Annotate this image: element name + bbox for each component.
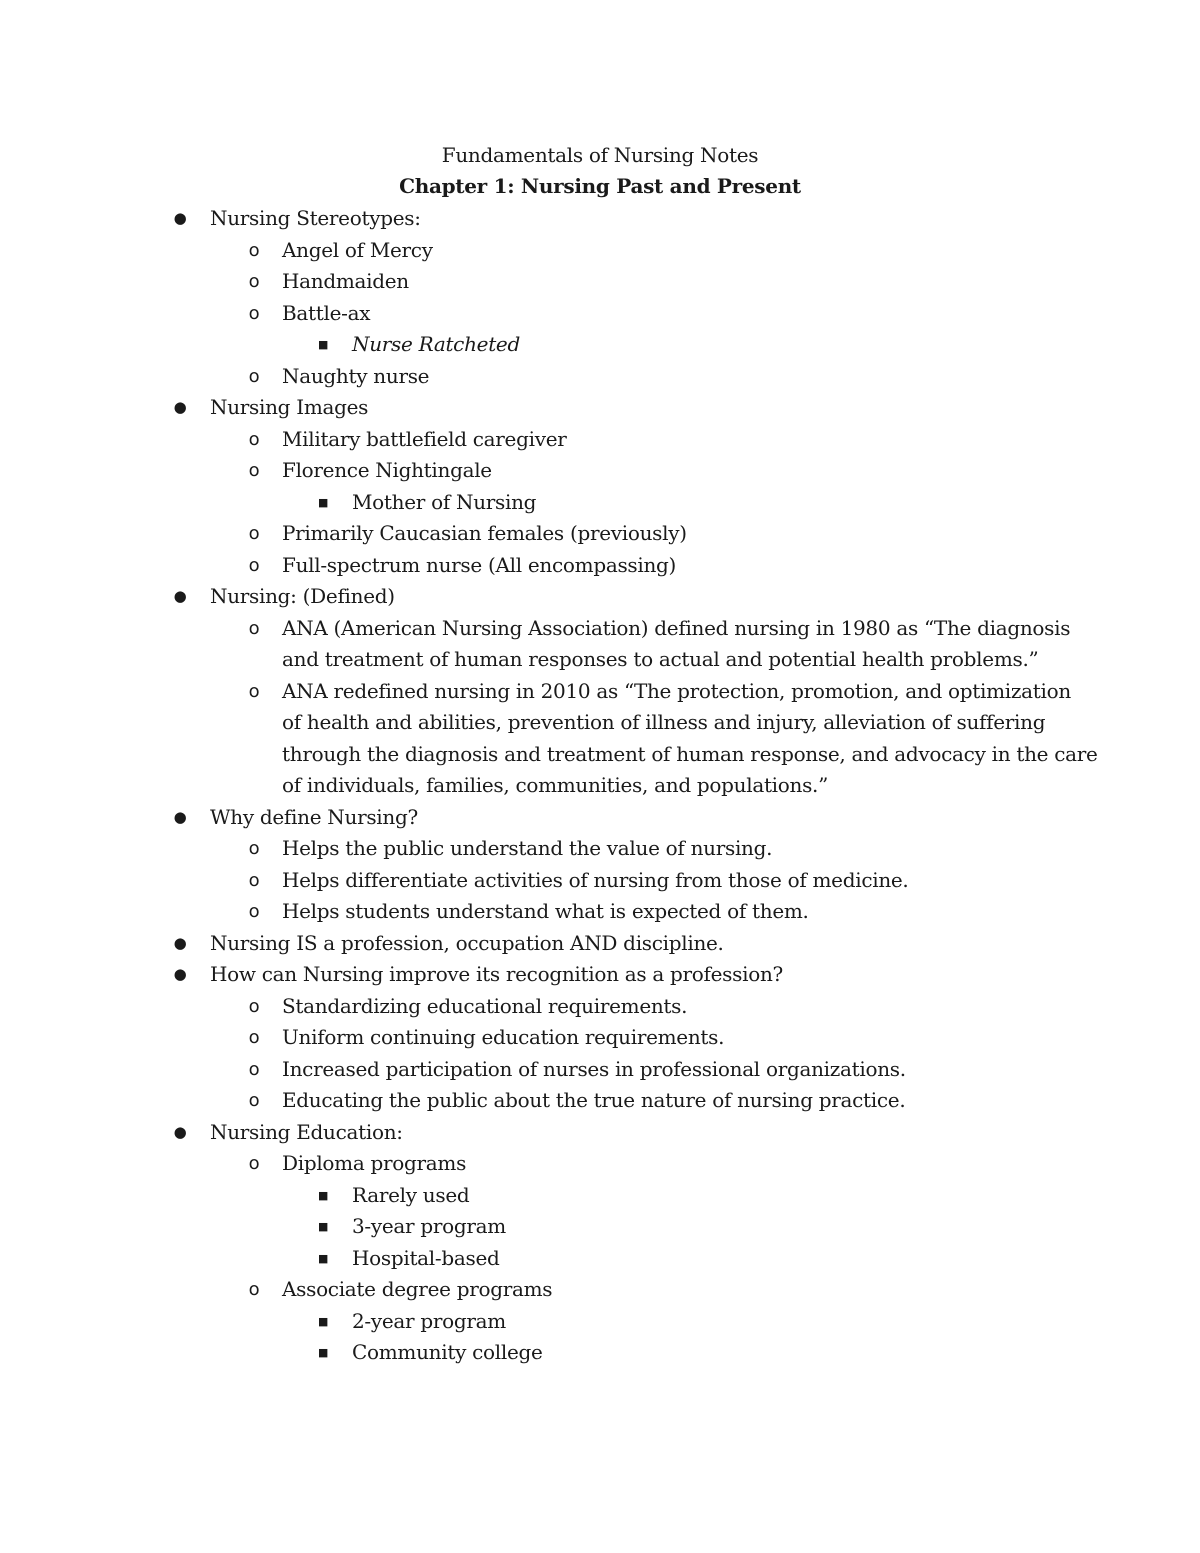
outline-item: [0, 739, 1200, 771]
bullet-circle-o-icon: o: [248, 523, 260, 544]
outline-item-text: Helps students understand what is expected of them.: [282, 899, 809, 923]
bullet-circle-o-icon: o: [248, 680, 260, 702]
outline-item-text: Uniform continuing education requirements.: [282, 1025, 725, 1049]
outline-item: [0, 613, 1200, 645]
outline-item-text: ANA redefined nursing in 2010 as “The protection, promotion, and optimization: [282, 678, 1071, 703]
bullet-disc-icon: ●: [173, 209, 187, 227]
outline-item-text: Increased participation of nurses in professional organizations.: [282, 1056, 906, 1081]
bullet-circle-o-icon: o: [248, 838, 260, 859]
outline-item-text: Rarely used: [352, 1182, 470, 1207]
outline-item: [0, 550, 1200, 582]
bullet-circle-o-icon: o: [248, 428, 260, 450]
chapter-heading: Chapter 1: Nursing Past and Present: [399, 174, 801, 198]
bullet-circle-o-icon: o: [248, 554, 260, 576]
bullet-circle-o-icon: o: [248, 365, 260, 387]
outline-item: [0, 581, 1200, 613]
outline-item: [0, 1306, 1200, 1338]
outline-item-text: Community college: [352, 1340, 543, 1364]
bullet-circle-o-icon: o: [248, 271, 260, 292]
outline-item-text: Primarily Caucasian females (previously): [282, 521, 687, 545]
bullet-square-icon: ■: [317, 495, 329, 509]
outline-item-text: Naughty nurse: [282, 363, 430, 388]
outline-item-text: Angel of Mercy: [282, 237, 433, 262]
outline-item-continuation: through the diagnosis and treatment of human response, and advocacy in the care: [282, 741, 1098, 766]
outline-item: [0, 991, 1200, 1023]
outline-item-text: Full-spectrum nurse (All encompassing): [282, 552, 677, 577]
bullet-circle-o-icon: o: [248, 460, 260, 481]
outline-item: [0, 1274, 1200, 1306]
outline-item: [0, 518, 1200, 550]
document-title: Fundamentals of Nursing Notes: [441, 143, 759, 167]
outline-item: [0, 235, 1200, 267]
outline-item-text: Nursing Stereotypes:: [210, 206, 421, 230]
outline-item-text: Associate degree programs: [282, 1277, 553, 1301]
bullet-circle-o-icon: o: [248, 901, 260, 922]
bullet-circle-o-icon: o: [248, 1027, 260, 1048]
outline-item: [0, 266, 1200, 298]
outline-item: [0, 1022, 1200, 1054]
outline-item: [0, 1211, 1200, 1243]
bullet-square-icon: ■: [317, 1251, 329, 1265]
outline-item-text: Mother of Nursing: [352, 489, 537, 514]
bullet-circle-o-icon: o: [248, 1153, 260, 1174]
outline-item-text: Standardizing educational requirements.: [282, 993, 688, 1018]
outline-item: [0, 329, 1200, 361]
outline-item: [0, 487, 1200, 519]
outline-item-text: Hospital-based: [352, 1245, 500, 1270]
bulleted-outline: [0, 203, 1200, 1369]
outline-item: [0, 928, 1200, 960]
outline-item-text: 3-year program: [352, 1214, 506, 1238]
outline-item: [0, 392, 1200, 424]
outline-item: [0, 896, 1200, 928]
outline-item: [0, 644, 1200, 676]
outline-item: [0, 802, 1200, 834]
bullet-square-icon: ■: [317, 1188, 329, 1202]
outline-item-text: How can Nursing improve its recognition as a profession?: [210, 962, 783, 986]
bullet-disc-icon: ●: [173, 398, 187, 416]
outline-item-text: Why define Nursing?: [210, 804, 418, 829]
outline-item-text: Helps the public understand the value of nursing.: [282, 836, 773, 860]
outline-item: [0, 424, 1200, 456]
outline-item: [0, 1243, 1200, 1275]
outline-item-continuation: of individuals, families, communities, and populations.”: [282, 773, 829, 797]
outline-item: [0, 959, 1200, 991]
outline-item-text: Florence Nightingale: [282, 458, 492, 482]
bullet-disc-icon: ●: [173, 807, 187, 826]
bullet-disc-icon: ●: [173, 587, 187, 605]
outline-item-text: Educating the public about the true nature of nursing practice.: [282, 1088, 906, 1112]
outline-item-text: 2-year program: [352, 1308, 506, 1333]
bullet-circle-o-icon: o: [248, 1058, 260, 1080]
outline-item-text: Helps differentiate activities of nursing from those of medicine.: [282, 867, 909, 892]
outline-item-text: Diploma programs: [282, 1151, 467, 1175]
outline-item-text: Nurse Ratcheted: [352, 332, 520, 356]
outline-item: [0, 298, 1200, 330]
outline-item-text: Nursing Education:: [210, 1119, 403, 1144]
bullet-disc-icon: ●: [173, 965, 187, 983]
outline-item-continuation: and treatment of human responses to actual and potential health problems.”: [282, 647, 1039, 671]
outline-item: [0, 203, 1200, 235]
bullet-circle-o-icon: o: [248, 302, 260, 324]
bullet-circle-o-icon: o: [248, 617, 260, 639]
outline-item-text: ANA (American Nursing Association) defined nursing in 1980 as “The diagnosis: [282, 615, 1071, 640]
bullet-circle-o-icon: o: [248, 869, 260, 891]
outline-item-text: Nursing: (Defined): [210, 584, 395, 608]
bullet-circle-o-icon: o: [248, 995, 260, 1017]
outline-item-text: Handmaiden: [282, 269, 409, 293]
outline-item: [0, 361, 1200, 393]
bullet-square-icon: ■: [317, 338, 329, 351]
outline-item: [0, 865, 1200, 897]
outline-item: [0, 1337, 1200, 1369]
bullet-circle-o-icon: o: [248, 1279, 260, 1300]
bullet-square-icon: ■: [317, 1346, 329, 1359]
bullet-circle-o-icon: o: [248, 239, 260, 261]
outline-item-continuation: of health and abilities, prevention of illness and injury, alleviation of suffering: [282, 710, 1046, 734]
bullet-square-icon: ■: [317, 1314, 329, 1328]
outline-item: [0, 833, 1200, 865]
outline-item: [0, 676, 1200, 708]
outline-item-text: Nursing Images: [210, 395, 369, 419]
outline-item: [0, 1180, 1200, 1212]
bullet-disc-icon: ●: [173, 933, 187, 952]
outline-item: [0, 770, 1200, 802]
outline-item-text: Nursing IS a profession, occupation AND discipline.: [210, 930, 724, 955]
outline-item: [0, 1054, 1200, 1086]
outline-item: [0, 1117, 1200, 1149]
bullet-circle-o-icon: o: [248, 1090, 260, 1111]
outline-item: [0, 707, 1200, 739]
bullet-disc-icon: ●: [173, 1122, 187, 1141]
bullet-square-icon: ■: [317, 1220, 329, 1233]
outline-item: [0, 455, 1200, 487]
outline-item: [0, 1148, 1200, 1180]
outline-item: [0, 1085, 1200, 1117]
outline-item-text: Military battlefield caregiver: [282, 426, 567, 451]
outline-item-text: Battle-ax: [282, 300, 371, 325]
